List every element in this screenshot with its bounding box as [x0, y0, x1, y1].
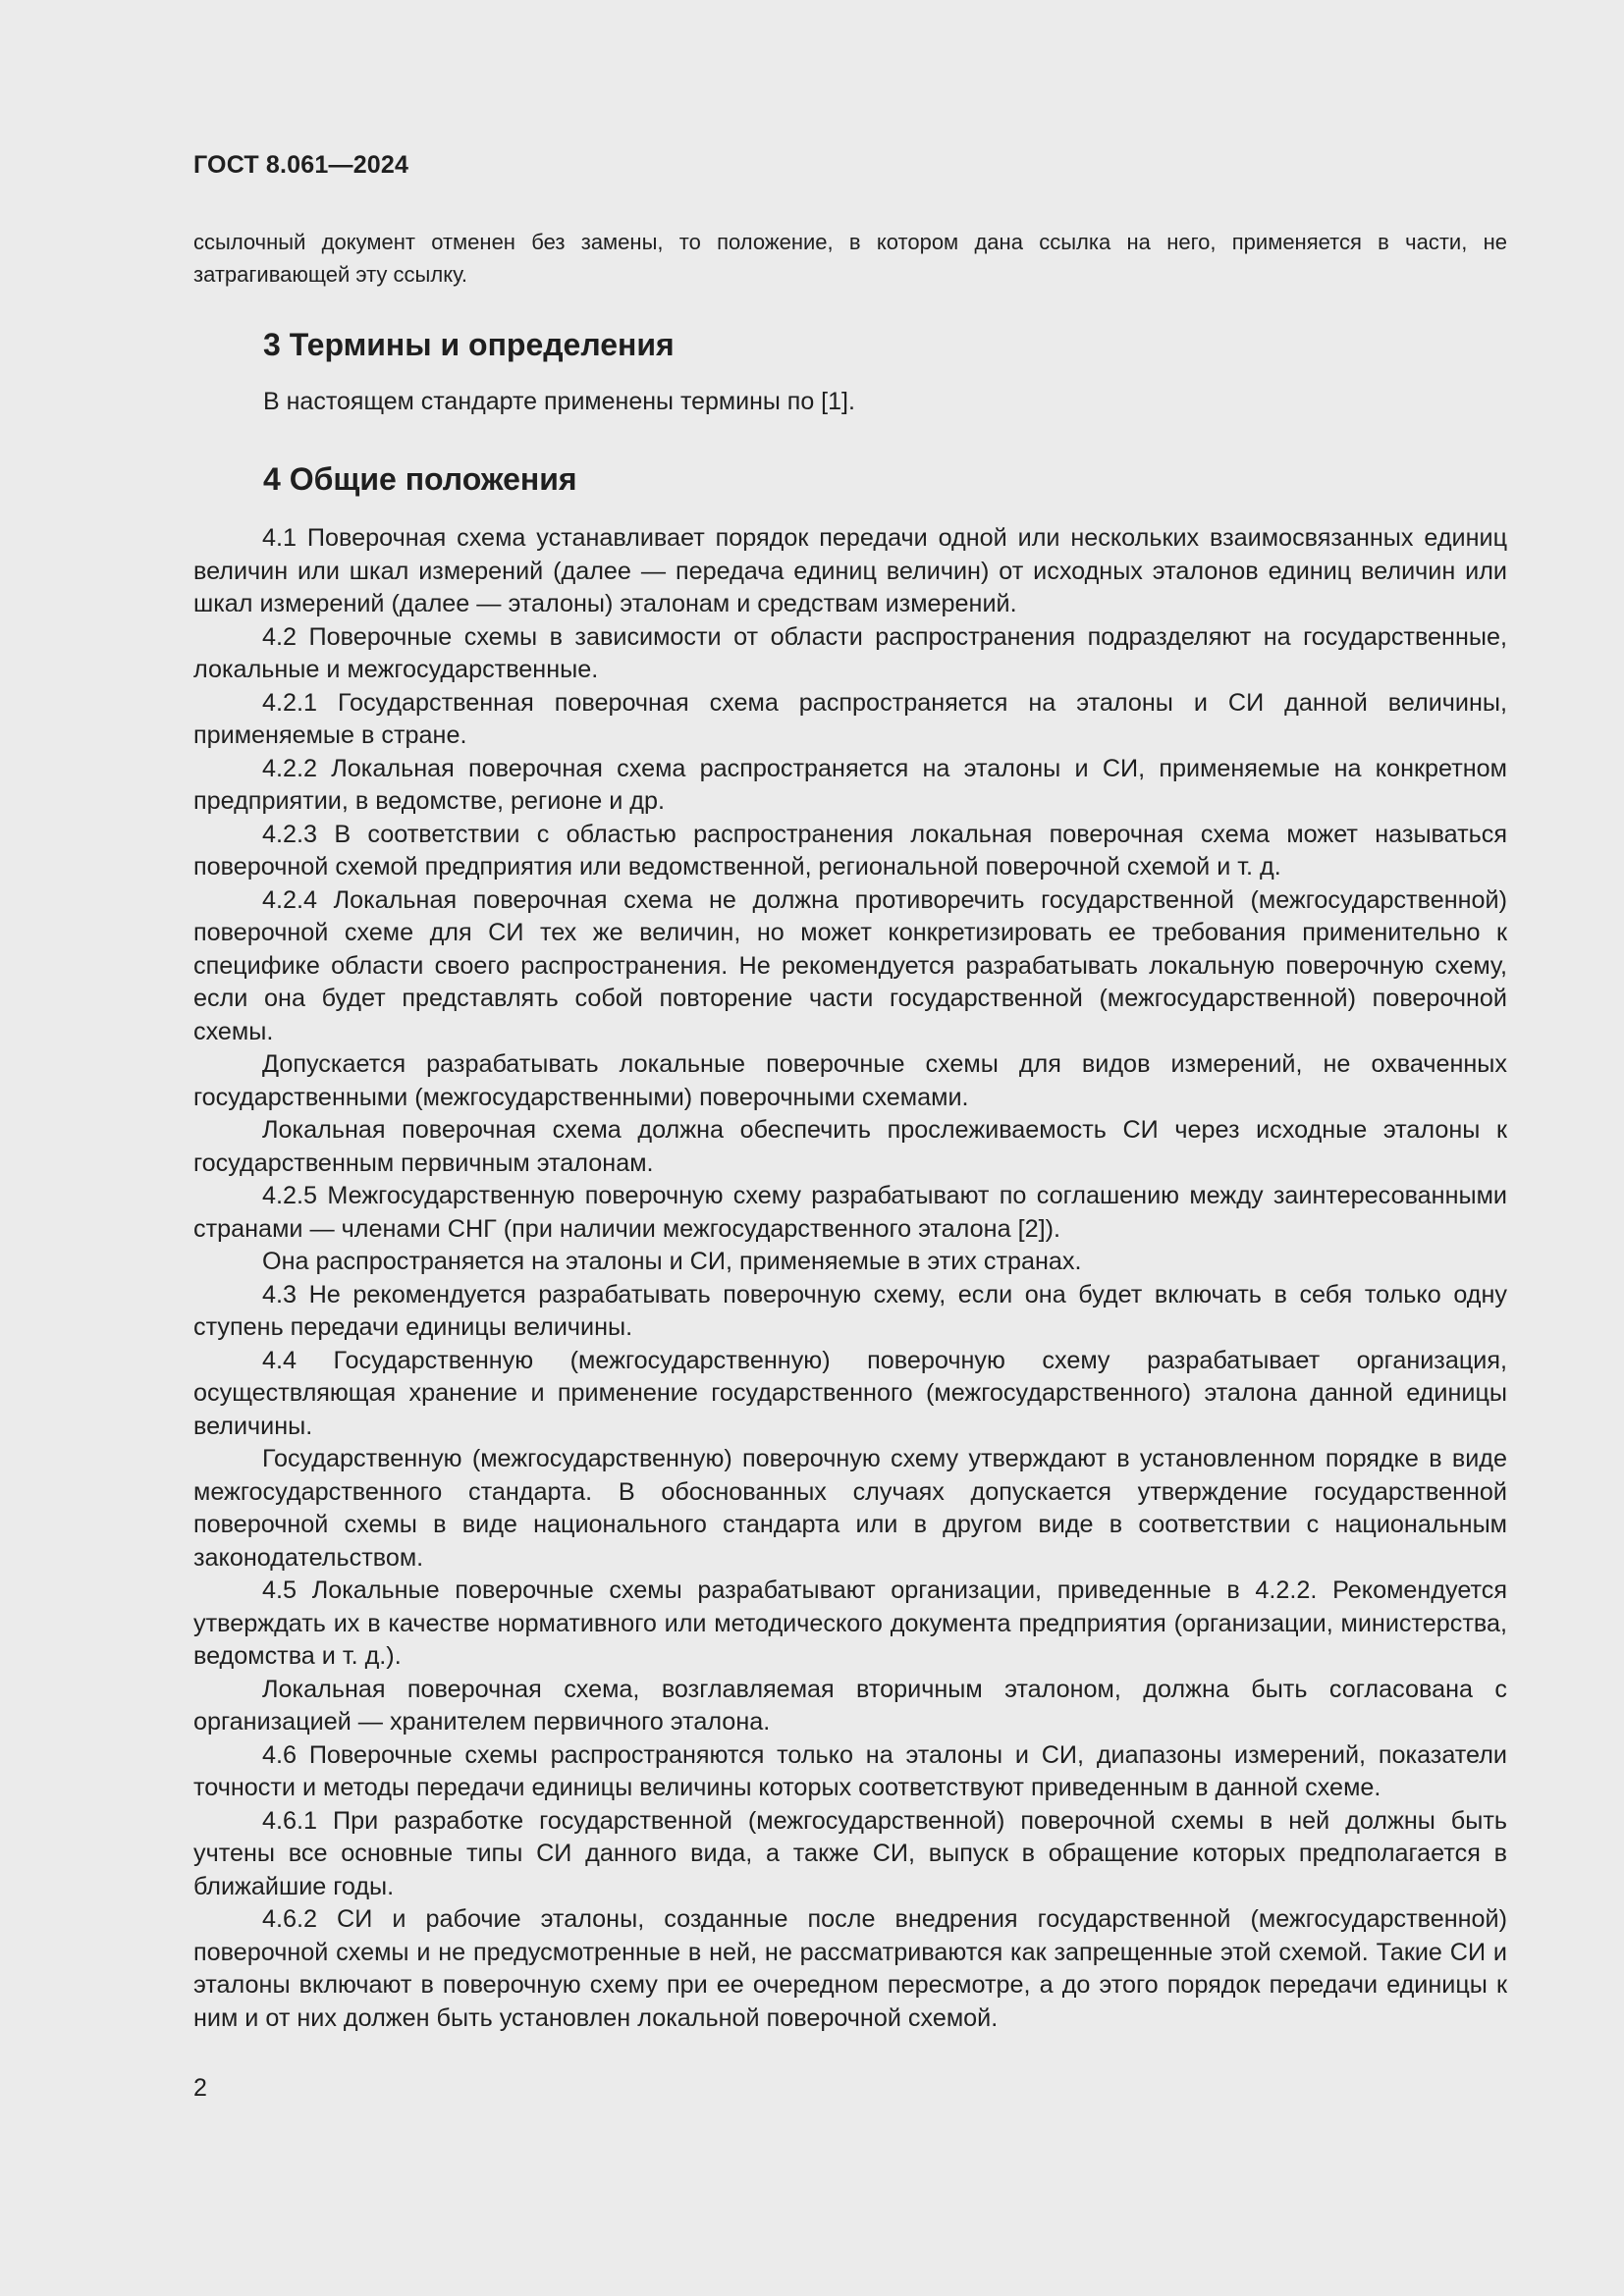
paragraph-4-3: 4.3 Не рекомендуется разрабатывать поверочную схему, если она будет включать в себя только одну ступень передачи единицы величины. [193, 1280, 1507, 1341]
paragraph-4-2-4: 4.2.4 Локальная поверочная схема не должна противоречить государственной (межгосударственной) поверочной схеме для СИ тех же величин, но может конкретизировать ее требования применительно к специфике области своего распространения. Не рекомендуется разрабатывать локальную поверочную схему, если она будет представлять собой повторение части государственной (межгосударственной) поверочной схемы. [193, 885, 1507, 1045]
document-header: ГОСТ 8.061—2024 [193, 151, 409, 179]
section-4-content [193, 522, 1507, 2035]
paragraph-4-2-5-a: Она распространяется на эталоны и СИ, применяемые в этих странах. [262, 1248, 1082, 1275]
paragraph-4-4-a: Государственную (межгосударственную) поверочную схему утверждают в установленном порядке в виде межгосударственного стандарта. В обоснованных случаях допускается утверждение государственной поверочной схемы в виде национального стандарта или в другом виде в соответствии с национальным законодательством. [193, 1445, 1507, 1572]
paragraph-4-2-4-b: Локальная поверочная схема должна обеспечить прослеживаемость СИ через исходные эталоны к государственным первичным эталонам. [193, 1116, 1507, 1177]
section-3-body: В настоящем стандарте применены термины по [1]. [263, 388, 855, 415]
paragraph-4-2-2: 4.2.2 Локальная поверочная схема распространяется на эталоны и СИ, применяемые на конкретном предприятии, в ведомстве, регионе и др. [193, 754, 1507, 815]
paragraph-4-6-1: 4.6.1 При разработке государственной (межгосударственной) поверочной схемы в ней должны быть учтены все основные типы СИ данного вида, а также СИ, выпуск в обращение которых предполагается в ближайшие годы. [193, 1806, 1507, 1900]
paragraph-4-5: 4.5 Локальные поверочные схемы разрабатывают организации, приведенные в 4.2.2. Рекомендуется утверждать их в качестве нормативного или методического документа предприятия (организации, министерства, ведомства и т. д.). [193, 1576, 1507, 1670]
paragraph-4-2-5: 4.2.5 Межгосударственную поверочную схему разрабатывают по соглашению между заинтересованными странами — членами СНГ (при наличии межгосударственного эталона [2]). [193, 1182, 1507, 1243]
paragraph-4-6: 4.6 Поверочные схемы распространяются только на эталоны и СИ, диапазоны измерений, показатели точности и методы передачи единицы величины которых соответствуют приведенным в данной схеме. [193, 1740, 1507, 1801]
intro-paragraph: ссылочный документ отменен без замены, то положение, в котором дана ссылка на него, применяется в части, не затрагивающей эту ссылку. [193, 230, 1507, 287]
paragraph-4-2-4-a: Допускается разрабатывать локальные поверочные схемы для видов измерений, не охваченных государственными (межгосударственными) поверочными схемами. [193, 1050, 1507, 1111]
section-4-heading: 4 Общие положения [263, 461, 577, 497]
paragraph-4-4: 4.4 Государственную (межгосударственную) поверочную схему разрабатывает организация, осуществляющая хранение и применение государственного (межгосударственного) эталона данной единицы величины. [193, 1346, 1507, 1440]
paragraph-4-2-1: 4.2.1 Государственная поверочная схема распространяется на эталоны и СИ данной величины, применяемые в стране. [193, 688, 1507, 749]
page-number: 2 [193, 2074, 207, 2102]
paragraph-4-6-2: 4.6.2 СИ и рабочие эталоны, созданные после внедрения государственной (межгосударственной) поверочной схемы и не предусмотренные в ней, не рассматриваются как запрещенные этой схемой. Такие СИ и эталоны включают в поверочную схему при ее очередном пересмотре, а до этого порядок передачи единицы к ним и от них должен быть установлен локальной поверочной схемой. [193, 1905, 1507, 2032]
paragraph-4-2: 4.2 Поверочные схемы в зависимости от области распространения подразделяют на государственные, локальные и межгосударственные. [193, 622, 1507, 683]
paragraph-4-1: 4.1 Поверочная схема устанавливает порядок передачи одной или нескольких взаимосвязанных единиц величин или шкал измерений (далее — передача единиц величин) от исходных эталонов единиц величин или шкал измерений (далее — эталоны) эталонам и средствам измерений. [193, 524, 1507, 617]
paragraph-4-2-3: 4.2.3 В соответствии с областью распространения локальная поверочная схема может называться поверочной схемой предприятия или ведомственной, региональной поверочной схемой и т. д. [193, 820, 1507, 881]
section-3-heading: 3 Термины и определения [263, 327, 675, 362]
paragraph-4-5-a: Локальная поверочная схема, возглавляемая вторичным эталоном, должна быть согласована с организацией — хранителем первичного эталона. [193, 1675, 1507, 1735]
